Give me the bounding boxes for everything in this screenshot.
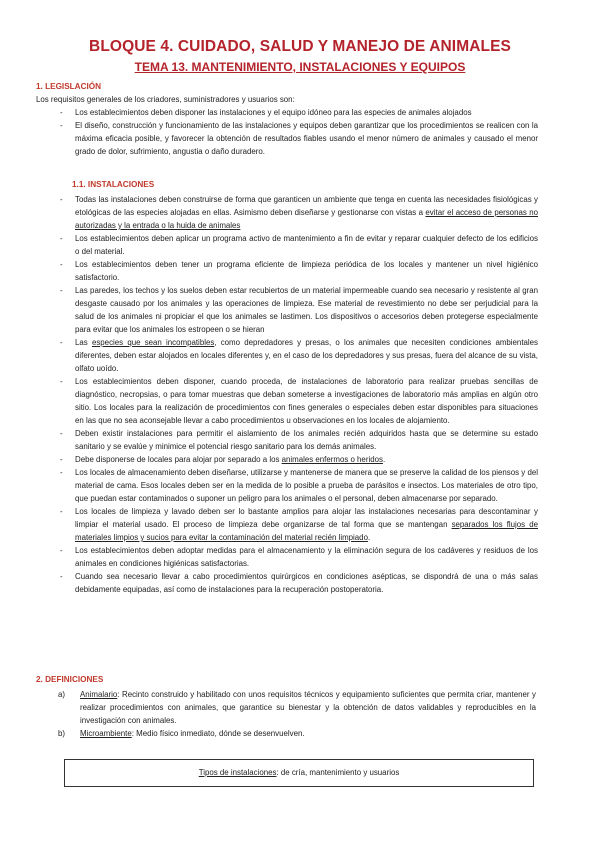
list-item: - Los establecimientos deben tener un programa eficiente de limpieza periódica de los locales y mantener un nivel higiénico satisfactorio. (60, 258, 538, 284)
list-item: - Deben existir instalaciones para permitir el aislamiento de los animales recién adquiridos hasta que se determine su estado sanitario y se evalúe y minimice el potencial riesgo sanitario para los demás animales. (60, 427, 538, 453)
definition-animalario (58, 688, 536, 727)
definiciones-list (58, 688, 536, 740)
list-item (60, 336, 538, 375)
tipos-instalaciones-box (64, 759, 534, 787)
list-item: - Los establecimientos deben disponer, cuando proceda, de instalaciones de laboratorio para realizar pruebas sencillas de diagnóstico, necropsias, o para tomar muestras que deban someterse a investigaciones de laboratorio más amplias en algún otro sitio. Los locales para la realización de procedimientos con fines generales o especiales deben estar disponibles para situaciones en las que no sea aconsejable llevar a cabo procedimientos u observaciones en los locales de alojamiento. (60, 375, 538, 427)
list-item: - Los establecimientos deben aplicar un programa activo de mantenimiento a fin de evitar y reparar cualquier defecto de los edificios o del material. (60, 232, 538, 258)
item-text: Las (75, 338, 92, 347)
box-text: : de cría, mantenimiento y usuarios (276, 768, 400, 777)
item-text: . (382, 455, 386, 464)
underlined-text: animales enfermos o heridos (281, 455, 383, 464)
section-heading-instalaciones: 1.1. INSTALACIONES (72, 180, 155, 189)
list-item: - Los locales de almacenamiento deben diseñarse, utilizarse y mantenerse de manera que se preserve la calidad de los piensos y del material de cama. Esos locales deben ser en la medida de lo posible a prueba de parásitos e insectos. Los materiales de otro tipo, que puedan estar contaminados o suponer un peligro para los animales o el personal, deben almacenarse por separado. (60, 466, 538, 505)
item-text: Debe disponerse de locales para alojar por separado a los (75, 455, 282, 464)
list-item: - El diseño, construcción y funcionamiento de las instalaciones y equipos deben garantizar que los procedimientos se realicen con la máxima eficacia posible, y favorecer la obtención de resultados fiables usando el menor número de animales y causado el menor grado de dolor, sufrimiento, angustia o daño duradero. (60, 119, 538, 158)
box-term: Tipos de instalaciones (198, 768, 277, 777)
definition-term: Animalario (80, 690, 118, 699)
definition-text: : Medio físico inmediato, dónde se desenvuelven. (131, 729, 305, 738)
item-text: Los locales de limpieza y lavado deben ser lo bastante amplios para alojar las instalaciones necesarias para descontaminar y limpiar el material usado. El proceso de limpieza debe organizarse de tal forma que se mantengan (75, 507, 538, 529)
document-title: BLOQUE 4. CUIDADO, SALUD Y MANEJO DE ANIMALES (89, 38, 511, 55)
definition-label: b) (58, 729, 66, 738)
item-text: , como depredadores y presas, o los animales que necesiten condiciones ambientales diferentes, deben estar alojados en locales diferentes y, en el caso de los depredadores y sus presas, fuera del alcance de su vista, olfato uoído. (75, 338, 538, 373)
section-heading-legislacion: 1. LEGISLACIÓN (36, 82, 102, 91)
underlined-text: separados los flujos de materiales limpios y sucios para evitar la contaminación del material recién limpiado (75, 520, 538, 542)
list-item: - Cuando sea necesario llevar a cabo procedimientos quirúrgicos en condiciones asépticas, se dispondrá de una o más salas debidamente equipadas, así como de instalaciones para la recuperación postoperatoria. (60, 570, 538, 596)
list-item: - Los establecimientos deben disponer las instalaciones y el equipo idóneo para las especies de animales alojados (60, 106, 538, 119)
item-text: . (367, 533, 371, 542)
list-item: - Las paredes, los techos y los suelos deben estar recubiertos de un material impermeable cuando sea necesario y resistente al gran desgaste causado por los animales y las operaciones de limpieza. Ese material de revestimiento no debe ser perjudicial para la salud de los animales ni propiciar el que los animales se lastimen. Los dispositivos o accesorios deben protegerse especialmente para evitar que los animales los estropeen o se hieran (60, 284, 538, 336)
section-heading-definiciones: 2. DEFINICIONES (36, 675, 104, 684)
list-item (60, 453, 538, 466)
list-item (60, 505, 538, 544)
document-subtitle: TEMA 13. MANTENIMIENTO, INSTALACIONES Y EQUIPOS (134, 60, 466, 74)
item-text: Todas las instalaciones deben construirse de forma que garanticen un ambiente que tenga en cuenta las necesidades fisiológicas y etológicas de las especies alojadas en ellas. Asimismo deben diseñarse y gestionarse con vistas a (75, 195, 538, 217)
list-item: - Los establecimientos deben adoptar medidas para el almacenamiento y la eliminación segura de los cadáveres y residuos de los animales en condiciones higiénicas satisfactorias. (60, 544, 538, 570)
definition-label: a) (58, 690, 66, 699)
definition-term: Microambiente (80, 729, 132, 738)
legislacion-list (60, 106, 538, 158)
list-item (60, 193, 538, 232)
definition-text: : Recinto construido y habilitado con unos requisitos técnicos y equipamiento suficientes que permita criar, mantener y realizar procedimientos con animales, que garantice su bienestar y la obtención de datos validables y reproducibles en la investigación con animales. (80, 690, 536, 725)
underlined-text: especies que sean incompatibles (91, 338, 215, 347)
definition-microambiente (58, 727, 536, 740)
instalaciones-list (60, 193, 538, 596)
underlined-text: evitar el acceso de personas no autorizadas y la entrada o la huida de animales (75, 208, 538, 230)
legislacion-intro: Los requisitos generales de los criadores, suministradores y usuarios son: (36, 95, 295, 104)
